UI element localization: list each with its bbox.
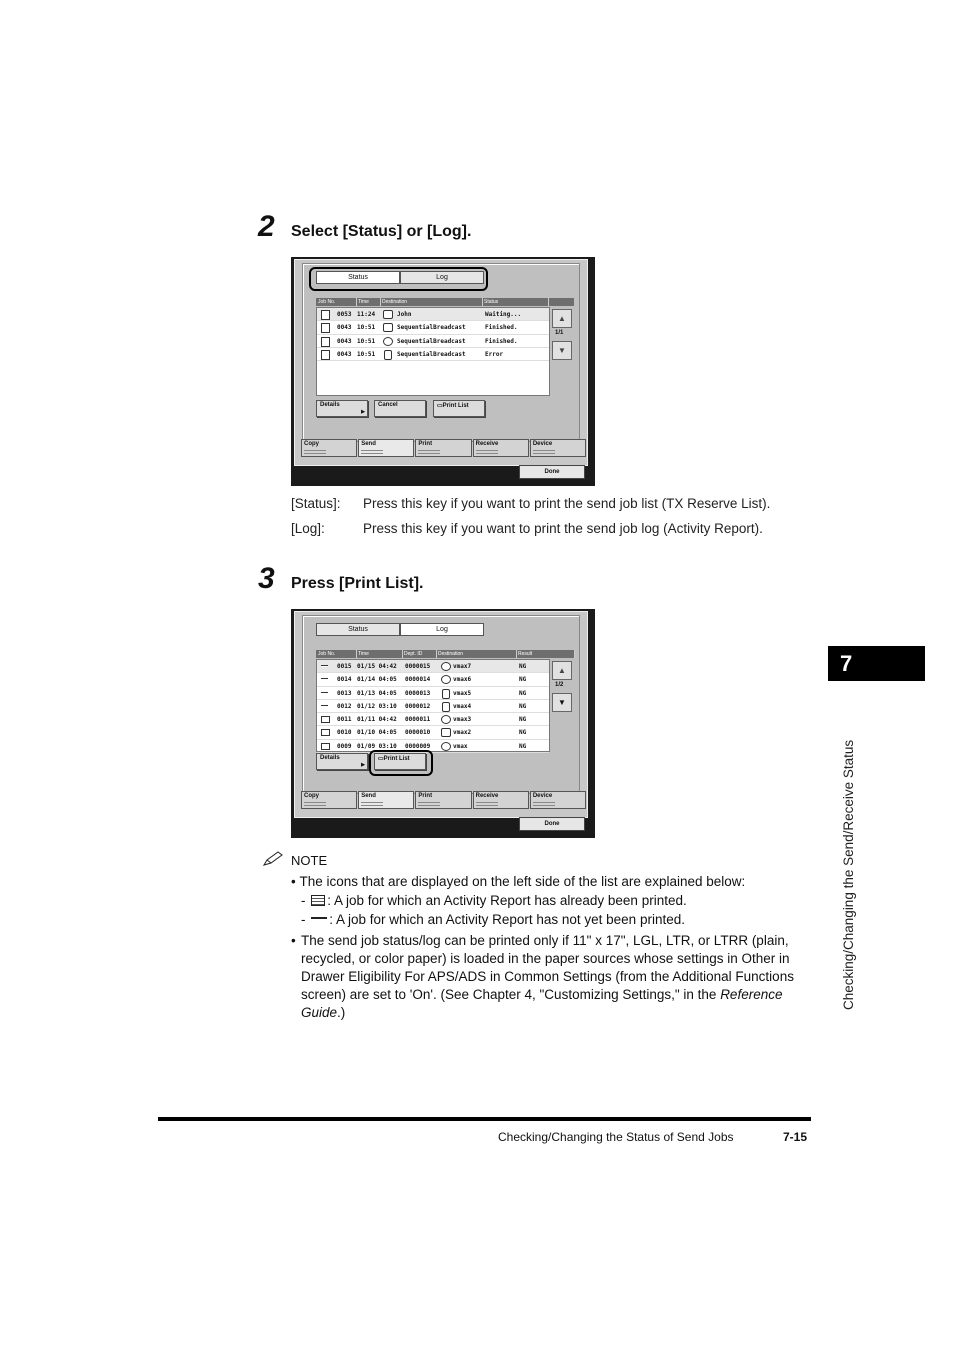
col-job-no: Job No. — [316, 650, 357, 658]
list-header — [316, 650, 574, 658]
tab-copy[interactable]: Copy — [301, 791, 357, 809]
step-3-heading — [258, 562, 423, 596]
database-icon — [442, 702, 450, 712]
printed-icon — [321, 729, 330, 736]
note-bullet-2-text: The send job status/log can be printed only if 11" x 17", LGL, LTR, or LTRR (plain, recycled, or color paper) is loaded in the paper sources whose settings in Other in Drawer Eligibility For APS/ADS in Common Settings (from the Additional Functions screen) are set to 'On'. (See Chapter 4, "Customizing Settings," in the Reference Guide.) — [301, 933, 794, 1020]
step-number: 2 — [258, 210, 275, 243]
printed-icon — [321, 743, 330, 750]
tab-receive[interactable]: Receive — [473, 439, 529, 457]
fax-icon — [441, 675, 451, 684]
list-item[interactable]: 0043 10:51 SequentialBreadcast Finished. — [317, 321, 549, 334]
job-icon — [321, 323, 330, 333]
done-button[interactable]: Done — [519, 465, 585, 479]
step-2-heading — [258, 210, 471, 244]
function-tabs — [301, 439, 587, 457]
pencil-icon — [262, 851, 284, 867]
tab-print[interactable]: Print — [415, 439, 471, 457]
function-tabs — [301, 791, 587, 809]
list-item[interactable]: 0015 01/15 04:42 0000015 vmax7 NG — [317, 660, 549, 673]
print-list-button[interactable]: ▭Print List — [374, 753, 426, 770]
step-title: Press [Print List]. — [291, 575, 424, 592]
arrow-right-icon: ▶ — [361, 409, 365, 415]
job-log-list — [316, 659, 550, 752]
list-item[interactable]: 0014 01/14 04:05 0000014 vmax6 NG — [317, 673, 549, 686]
page-number: 7-15 — [783, 1130, 808, 1144]
database-icon — [442, 689, 450, 699]
note-bullet-1: • The icons that are displayed on the left side of the list are explained below: — [291, 874, 746, 889]
job-icon — [321, 337, 330, 347]
job-list — [316, 307, 550, 396]
unprinted-icon — [321, 678, 328, 680]
printer-icon: ▭ — [378, 756, 384, 762]
status-description: [Status]: Press this key if you want to print the send job list (TX Reserve List). — [291, 496, 771, 511]
list-item[interactable]: 0010 01/10 04:05 0000010 vmax2 NG — [317, 726, 549, 739]
chapter-side-title: Checking/Changing the Send/Receive Status — [841, 739, 856, 1010]
email-icon — [383, 323, 393, 332]
done-button[interactable]: Done — [519, 817, 585, 831]
unprinted-icon — [311, 917, 327, 920]
fax-icon — [441, 715, 451, 724]
page-indicator: 1/2 — [555, 682, 564, 688]
list-item[interactable]: 0053 11:24 John Waiting... — [317, 308, 549, 321]
arrow-right-icon: ▶ — [361, 762, 365, 768]
highlight-ring — [369, 750, 433, 776]
tab-device[interactable]: Device — [530, 439, 586, 457]
list-item[interactable]: 0009 01/09 03:10 0000009 vmax NG — [317, 740, 549, 753]
footer-rule — [158, 1117, 811, 1121]
col-time: Time — [356, 298, 381, 306]
log-button[interactable]: Log — [400, 623, 484, 636]
fax-icon — [441, 662, 451, 671]
printer-icon: ▭ — [437, 403, 443, 409]
note-unprinted-item: - : A job for which an Activity Report has not yet been printed. — [301, 912, 685, 927]
job-icon — [321, 350, 330, 360]
col-dept-id: Dept. ID — [402, 650, 437, 658]
email-icon — [383, 310, 393, 319]
tab-device[interactable]: Device — [530, 791, 586, 809]
col-status: Status — [482, 298, 549, 306]
col-time: Time — [356, 650, 403, 658]
col-destination: Destination — [380, 298, 483, 306]
status-button[interactable]: Status — [316, 271, 400, 284]
col-destination: Destination — [436, 650, 517, 658]
list-item[interactable]: 0011 01/11 04:42 0000011 vmax3 NG — [317, 713, 549, 726]
scroll-down-button[interactable]: ▼ — [552, 693, 572, 712]
device-screen-log — [291, 609, 595, 838]
printed-icon — [311, 895, 325, 906]
note-heading: NOTE — [291, 853, 328, 868]
step-title: Select [Status] or [Log]. — [291, 223, 472, 240]
details-button[interactable]: Details ▶ — [316, 400, 368, 417]
tab-copy[interactable]: Copy — [301, 439, 357, 457]
list-item[interactable]: 0043 10:51 SequentialBreadcast Finished. — [317, 335, 549, 348]
printed-icon — [321, 716, 330, 723]
scroll-up-button[interactable]: ▲ — [552, 661, 572, 680]
unprinted-icon — [321, 705, 328, 707]
step-number: 3 — [258, 562, 275, 595]
status-log-toggle — [316, 623, 484, 635]
footer-section-title: Checking/Changing the Status of Send Jobs — [498, 1130, 734, 1144]
col-job-no: Job No. — [316, 298, 357, 306]
tab-send[interactable]: Send — [358, 791, 414, 809]
page-indicator: 1/1 — [555, 330, 564, 336]
unprinted-icon — [321, 692, 328, 694]
list-header — [316, 298, 574, 306]
details-button[interactable]: Details ▶ — [316, 753, 368, 770]
scroll-up-button[interactable]: ▲ — [552, 309, 572, 328]
database-icon — [384, 350, 392, 360]
email-icon — [441, 728, 451, 737]
tab-send[interactable]: Send — [358, 439, 414, 457]
tab-receive[interactable]: Receive — [473, 791, 529, 809]
status-button[interactable]: Status — [316, 623, 400, 636]
col-result: Result — [516, 650, 575, 658]
job-icon — [321, 310, 330, 320]
scroll-down-button[interactable]: ▼ — [552, 341, 572, 360]
fax-icon — [441, 742, 451, 751]
cancel-button[interactable]: Cancel — [374, 400, 426, 417]
print-list-button[interactable]: ▭Print List — [433, 400, 485, 417]
list-item[interactable]: 0012 01/12 03:10 0000012 vmax4 NG — [317, 700, 549, 713]
list-item[interactable]: 0013 01/13 04:05 0000013 vmax5 NG — [317, 687, 549, 700]
tab-print[interactable]: Print — [415, 791, 471, 809]
list-item[interactable]: 0043 10:51 SequentialBreadcast Error — [317, 348, 549, 361]
fax-icon — [383, 337, 393, 346]
chapter-tab: 7 — [828, 646, 925, 681]
log-description: [Log]: Press this key if you want to print the send job log (Activity Report). — [291, 521, 763, 536]
note-bullet-2: • — [291, 933, 296, 948]
unprinted-icon — [321, 665, 328, 667]
highlight-ring — [309, 267, 488, 291]
device-screen-status — [291, 257, 595, 486]
log-button[interactable]: Log — [400, 271, 484, 284]
note-printed-item: - : A job for which an Activity Report has already been printed. — [301, 893, 687, 908]
